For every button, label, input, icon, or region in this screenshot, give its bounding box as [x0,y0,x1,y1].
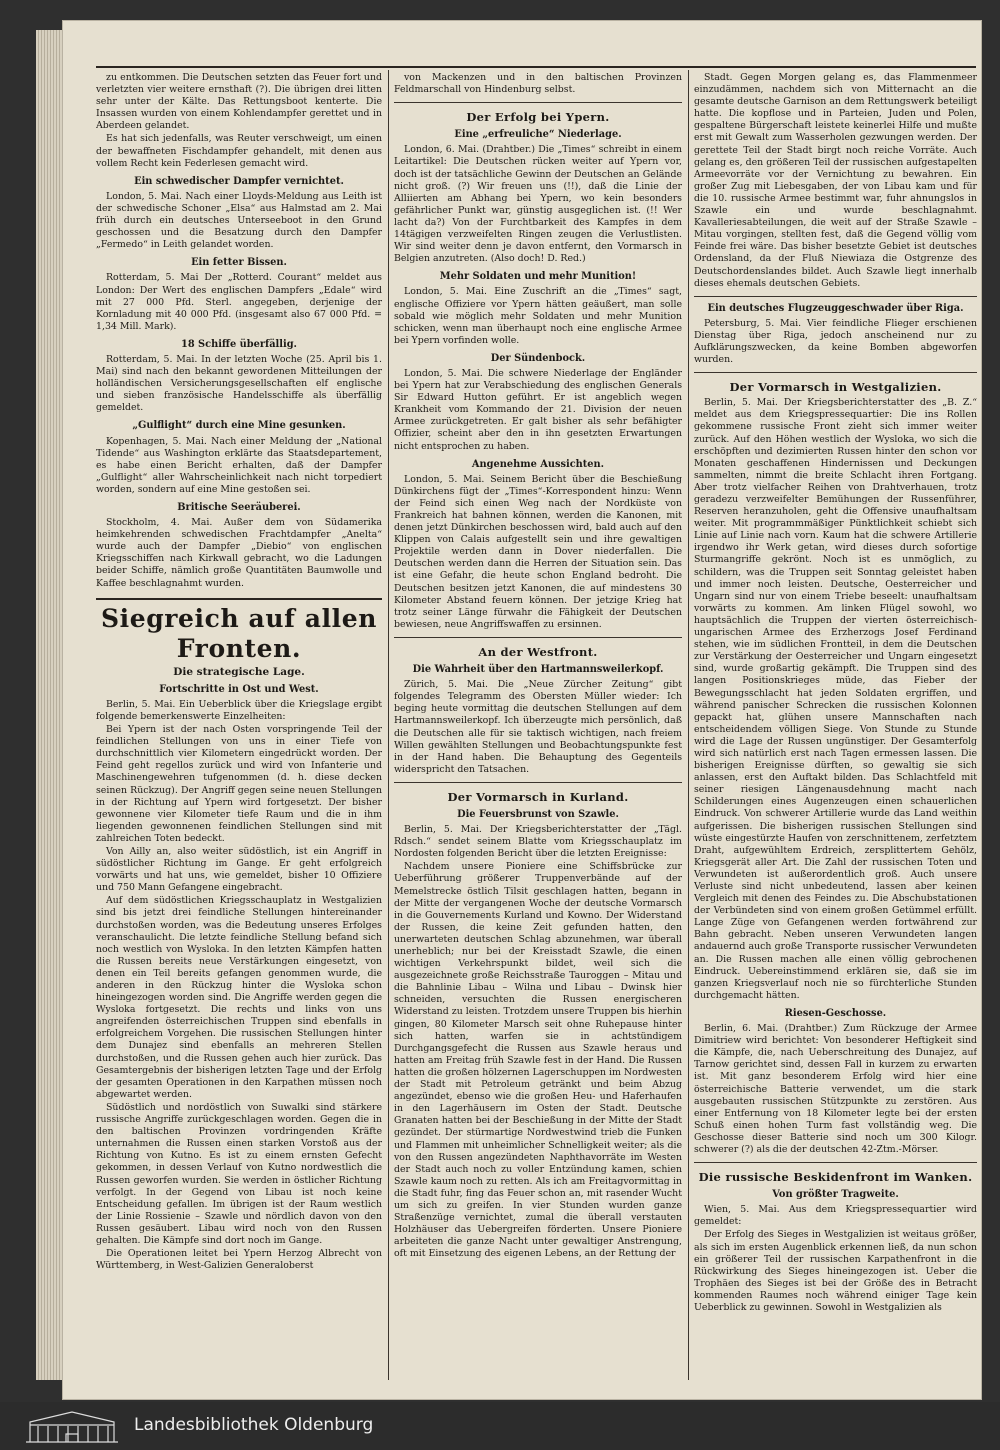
article-paragraph: Von Ailly an, also weiter südöstlich, ist ein Angriff in südöstlicher Richtung im Gange. Er geht erfolgreich vorwärts und hat uns, wie gemeldet, bisher 10 Offiziere und 750 Mann Gefangene eingebracht. [96,845,382,894]
main-headline: Siegreich auf allen Fronten. [100,603,378,663]
page-edge [36,30,64,1380]
article-heading: Ein deutsches Flugzeuggeschwader über Riga. [707,302,964,314]
section-rule [394,102,682,103]
column-rule [688,70,689,1380]
article-paragraph: Bei Ypern ist der nach Osten vorspringende Teil der feindlichen Stellungen von uns in einer Tiefe von durchschnittlich vier Kilometern eingedrückt worden. Der Feind geht regellos zurück und wird von Infanterie und Maschinengewehren tufgenommen (d. h. diese decken seinen Rückzug). Der Angriff gegen seine neuen Stellungen in der Richtung auf Ypern wird fortgesetzt. Der bisher gewonnene vier Kilometer tiefe Raum und die in ihm liegenden gewonnenen feindlichen Stellungen sind mit zahlreichen Toten bedeckt. [96,724,382,844]
article-paragraph: Auf dem südöstlichen Kriegsschauplatz in Westgalizien sind bis jetzt drei feindliche Stellungen hintereinander durchstoßen worden, was die Bedeutung unseres Erfolges veranschaulicht. Die letzte feindliche Stellung befand sich noch westlich von Wysloka. In den letzten Kämpfen hatten die Russen bereits neue Verstärkungen eingesetzt, von denen ein Teil bereits gefangen genommen wurde, die anderen in den Rückzug hinter die Wysloka schon hineingezogen worden sind. Die Angriffe werden gegen die Wysloka fortgesetzt. Die rechts und links von uns angreifenden österreichischen Truppen sind ebenfalls in erfolgreichem Vorgehen. Die russischen Stellungen hinter dem Dunajez sind ebenfalls an mehreren Stellen durchstoßen, und die Russen gehen auch hier zurück. Das Gesamtergebnis der bisherigen letzten Tage und der Erfolg der gesamten Operationen in den Karpathen müssen noch abgewartet werden. [96,895,382,1100]
article-paragraph: London, 5. Mai. Eine Zuschrift an die „Times“ sagt, englische Offiziere vor Ypern hätten geäußert, man solle sobald wie möglich mehr Soldaten und mehr Munition schicken, wenn man überhaupt noch eine englische Armee bei Ypern vorfinden wolle. [394,286,682,346]
article-heading: Fortschritte in Ost und West. [159,683,319,695]
article-paragraph: Berlin, 6. Mai. (Drahtber.) Zum Rückzuge der Armee Dimitriew wird berichtet: Von besonderer Heftigkeit sind die Kämpfe, die, nach Ueberschreitung des Dunajez, auf Tarnow gerichtet sind, dessen Fall in kurzem zu erwarten ist. Mit ganz besonderem Erfolg wird hier eine österreichische Batterie verwendet, um die stark ausgebauten russischen Stützpunkte zu zerstören. Aus einer Entfernung von 18 Kilometer legte bei der ersten Schuß einen hohen Turm fast vollständig weg. Die Geschosse dieser Batterie sind noch um 300 Kilogr. schwerer (?) als die der deutschen 42-Ztm.-Mörser. [694,1023,977,1155]
section-rule [694,372,977,373]
article-heading: Die Feuersbrunst von Szawle. [457,808,619,820]
article-heading: „Gulflight“ durch eine Mine gesunken. [132,420,346,432]
article-paragraph: von Mackenzen und in den baltischen Provinzen Feldmarschall von Hindenburg selbst. [394,72,682,96]
article-paragraph: London, 5. Mai. Die schwere Niederlage der Engländer bei Ypern hat zur Verabschiedung des englischen Generals Sir Edward Hutton geführt. Er ist angeblich wegen Krankheit vom Kommando der 21. Division der neuen Armee zurückgetreten. Er galt bisher als sehr befähigter Offizier, scheint aber den in ihn gesetzten Erwartungen nicht entsprochen zu haben. [394,367,682,452]
article-heading: Mehr Soldaten und mehr Munition! [439,271,637,283]
article-paragraph: Petersburg, 5. Mai. Vier feindliche Flieger erschienen Dienstag über Riga, jedoch anscheinend nur zu Aufklärungszwecken, da keine Bomben abgeworfen wurden. [694,317,977,366]
article-paragraph: Der Erfolg des Sieges in Westgalizien ist weitaus größer, als sich im ersten Augenblick erkennen ließ, da nun schon ein größerer Teil der russischen Karpathenfront in die Rückwirkung des Sieges hineingezogen ist. Ueber die Trophäen des Sieges ist bei der Größe des in Betracht kommenden Raumes noch während einiger Tage kein Ueberblick zu gewinnen. Sowohl in Westgalizien als [694,1229,977,1313]
article-paragraph: Rotterdam, 5. Mai Der „Rotterd. Courant“ meldet aus London: Der Wert des englischen Dampfers „Edale“ wird mit 27 000 Pfd. Sterl. angegeben, derjenige der Kornladung mit 40 000 Pfd. (insgesamt also 67 000 Pfd. = 1,34 Mill. Mark). [96,272,382,332]
article-heading: Der Vormarsch in Westgalizien. [729,380,942,395]
column-rule [388,70,389,1380]
article-paragraph: London, 5. Mai. Seinem Bericht über die Beschießung Dünkirchens fügt der „Times“-Korrespondent hinzu: Wenn der Feind sich einen Weg nach der Nordküste von Frankreich hat bahnen können, werden die Kanonen, mit denen jetzt Dünkirchen beschossen wird, bald auch auf den Klippen von Calais aufgestellt sein und ihre gewaltigen Projektile werden dann in Dover niederfallen. Die Deutschen werden dann die Herren der Situation sein. Das ist eine Gefahr, die heute schon England bedroht. Die Deutschen besitzen jetzt Kanonen, die auf mindestens 30 Kilometer Abstand feuern können. Der jetzige Krieg hat trotz seiner Länge fürwahr die Fähigkeit der Deutschen bewiesen, neue Angriffswaffen zu ersinnen. [394,473,682,630]
article-heading: Der Erfolg bei Ypern. [466,110,610,125]
article-heading: Die strategische Lage. [173,665,305,678]
section-rule [694,296,977,297]
article-paragraph: Kopenhagen, 5. Mai. Nach einer Meldung der „National Tidende“ aus Washington erklärte das Staatsdepartement, es habe einen Bericht erhalten, daß der Dampfer „Gulflight“ aller Wahrscheinlichkeit nach nicht torpediert worden, sondern auf eine Mine gestoßen sei. [96,435,382,495]
article-heading: Ein schwedischer Dampfer vernichtet. [134,175,344,187]
article-paragraph: Stockholm, 4. Mai. Außer dem von Südamerika heimkehrenden schwedischen Frachtdampfer „Anelta“ wurde auch der Dampfer „Diebio“ von englischen Kriegsschiffen nach Kirkwall gebracht, wo die Ladungen beider Schiffe, nämlich große Quantitäten Baumwolle und Kaffee beschlagnahmt wurden. [96,517,382,589]
article-paragraph: zu entkommen. Die Deutschen setzten das Feuer fort und verletzten vier weitere ernsthaft (?). Die übrigen drei litten sehr unter der Kälte. Das Rettungsboot kenterte. Die Insassen wurden von einem Kohlendampfer gerettet und in Aberdeen gelandet. [96,72,382,132]
article-paragraph: Stadt. Gegen Morgen gelang es, das Flammenmeer einzudämmen, nachdem sich von Mitternacht an die gesamte deutsche Garnison an dem Rettungswerk beteiligt hatte. Die kopflose und in Parteien, Juden und Polen, gespaltene Bürgerschaft leistete keinerlei Hilfe und mußte erst mit Gewalt zum Wasserholen gezwungen werden. Der gerettete Teil der Stadt birgt noch reiche Vorräte. Auch gelang es, den größeren Teil der russischen aufgestapelten Armeevorräte vor der Vernichtung zu bewahren. Ein großer Zug mit Liebesgaben, der von Libau kam und für die 10. russische Armee bestimmt war, fuhr ahnungslos in Szawle ein und wurde beschlagnahmt. Kavalleriesabteilungen, die weit auf der Straße Szawle – Mitau vorgingen, stellten fest, daß die Gegend völlig vom Feinde frei wäre. Das bisher besetzte Gebiet ist deutsches Ordensland, da der Fluß Niewiaza die Ostgrenze des Deutschordenslandes bildet. Auch Szawle liegt innerhalb dieses ehemals deutschen Gebiets. [694,72,977,289]
article-heading: Von größter Tragweite. [772,1189,899,1201]
article-heading: Eine „erfreuliche“ Niederlage. [454,129,622,141]
article-heading: Die russische Beskidenfront im Wanken. [698,1170,973,1185]
header-rule [96,66,976,68]
article-paragraph: Es hat sich jedenfalls, was Reuter verschweigt, um einen der bewaffneten Fischdampfer gehandelt, mit denen aus vollem Recht kein Federlesen gemacht wird. [96,133,382,169]
section-rule [96,598,382,600]
article-paragraph: Südöstlich und nordöstlich von Suwalki sind stärkere russische Angriffe zurückgeschlagen worden. Gegen die in den baltischen Provinzen vordringenden Kräfte unternahmen die Russen einen starken Vorstoß aus der Richtung von Kutno. Es ist zu einem ernsten Gefecht gekommen, in dessen Verlauf von Kutno nordwestlich die Russen geworfen wurden. Sie werden in östlicher Richtung verfolgt. In der Gegend von Libau ist noch keine Entscheidung gefallen. Im übrigen ist der Raum westlich der Linie Rossienie – Szawle und nördlich davon von den Russen gesäubert. Libau wird noch von den Russen gehalten. Die Kämpfe sind dort noch im Gange. [96,1101,382,1246]
article-heading: Angenehme Aussichten. [471,458,605,470]
library-building-icon [22,1408,122,1444]
column-right [694,72,977,1382]
article-heading: 18 Schiffe überfällig. [181,338,297,350]
article-heading: Britische Seeräuberei. [177,502,301,513]
article-paragraph: Rotterdam, 5. Mai. In der letzten Woche (25. April bis 1. Mai) sind nach den bekannt gewordenen Mitteilungen der holländischen Versicherungsgesellschaften elf englische und sieben französische Handelsschiffe als überfällig gemeldet. [96,353,382,414]
library-name[interactable]: Landesbibliothek Oldenburg [134,1415,374,1435]
article-heading: An der Westfront. [478,644,598,659]
article-paragraph: Nachdem unsere Pioniere eine Schiffsbrücke zur Ueberführung größerer Truppenverbände auf der Memelstrecke östlich Tilsit geschlagen hatten, begann in der Mitte der vergangenen Woche der deutsche Vormarsch in die Gouvernements Kurland und Kowno. Der Widerstand der Russen, die keine Zeit gefunden hatten, den unerwarteten deutschen Schlag abzunehmen, war überall unerheblich; nur bei der Kreisstadt Szawle, die einen wichtigen Verkehrspunkt bildet, weil sich die ausgezeichnete große Reichsstraße Tauroggen – Mitau und die Bahnlinie Libau – Wilna und Libau – Dwinsk hier schneiden, versuchten die Russen energischeren Widerstand zu leisten. Trotzdem unsere Truppen bis hierhin gingen, 80 Kilometer Marsch seit ohne Ruhepause hinter sich hatten, warfen sie in achtstündigem Durchgangsgefecht die Russen aus Szawle heraus und hatten am Freitag früh Szawle fest in der Hand. Die Russen hatten die großen hölzernen Lagerschuppen im Nordwesten der Stadt mit Petroleum getränkt und beim Abzug angezündet, ebenso wie die großen Heu- und Haferhaufen in den Lagerhäusern im Osten der Stadt. Deutsche Granaten hatten bei der Beschießung in der Mitte der Stadt gezündet. Der stürmartige Nordwestwind trieb die Funken und Flammen mit unheimlicher Schnelligkeit weiter; als die von den Russen angezündeten Naphthavorräte im Westen der Stadt auch noch zu voller Entzündung kamen, schien Szawle kaum noch zu retten. Als ich am Freitagvormittag in die Stadt fuhr, fing das Feuer schon an, mit rasender Wucht um sich zu greifen. In vier Stunden wurden ganze Straßenzüge vernichtet, zumal die überall verstauten Holzhäuser das Uebergreifen förderten. Unsere Pioniere arbeiteten die ganze Nacht unter gewaltiger Anstrengung, oft mit Einsetzung des eigenen Lebens, an der Rettung der [394,861,682,1260]
section-rule [394,782,682,783]
article-paragraph: Berlin, 5. Mai. Der Kriegsberichterstatter der „Tägl. Rdsch.“ sendet seinem Blatte vom Kriegsschauplatz im Nordosten folgenden Bericht über die letzten Ereignisse: [394,824,682,860]
article-heading: Riesen-Geschosse. [784,1007,887,1019]
article-paragraph: London, 6. Mai. (Drahtber.) Die „Times“ schreibt in einem Leitartikel: Die Deutschen rücken weiter auf Ypern vor, doch ist der tatsächliche Gewinn der Deutschen an Gelände nicht groß. (?) Wir freuen uns (!!), daß die Linie der Alliierten am Abhang bei Ypern, wo kein besonders gefährlicher Punkt war, günstig ausgeglichen ist. (!! Wer lacht da?) Von der Furchtbarkeit des Kampfes in dem 14tägigen verzweifelten Ringen zeugen die Verlustlisten. Wir sind weiter denn je davon entfernt, den Vormarsch in Belgien anzutreten. (Also doch! D. Red.) [394,144,682,265]
column-left [96,72,382,1382]
footer-bar [0,1402,1000,1450]
article-heading: Ein fetter Bissen. [191,257,287,269]
article-heading: Die Wahrheit über den Hartmannsweilerkopf. [412,664,664,676]
article-heading: Der Sündenbock. [490,352,586,364]
article-paragraph: Wien, 5. Mai. Aus dem Kriegspressequartier wird gemeldet: [694,1204,977,1228]
article-paragraph: Berlin, 5. Mai. Ein Ueberblick über die Kriegslage ergibt folgende bemerkenswerte Einzelheiten: [96,698,382,722]
column-middle [394,72,682,1382]
section-rule [394,637,682,638]
article-paragraph: London, 5. Mai. Nach einer Lloyds-Meldung aus Leith ist der schwedische Schoner „Elsa“ aus Halmstad am 2. Mai früh durch ein deutsches Unterseeboot in den Grund geschossen und die Besatzung durch den Dampfer „Fermedo“ in Leith gelandet worden. [96,190,382,251]
article-paragraph: Die Operationen leitet bei Ypern Herzog Albrecht von Württemberg, in West-Galizien Generaloberst [96,1248,382,1272]
section-rule [694,1162,977,1163]
article-paragraph: Zürich, 5. Mai. Die „Neue Zürcher Zeitung“ gibt folgendes Telegramm des Obersten Müller wieder: Ich beging heute vormittag die deutschen Stellungen auf dem Hartmannsweilerkopf. Ich überzeugte mich persönlich, daß die Deutschen alle für sie taktisch wichtigen, nach freiem Willen gewählten Stellungen und Beobachtungspunkte fest in der Hand haben. Die Behauptung des Gegenteils widerspricht den Tatsachen. [394,679,682,775]
article-paragraph: Berlin, 5. Mai. Der Kriegsberichterstatter des „B. Z.“ meldet aus dem Kriegspressequartier: Die ins Rollen gekommene russische Front zieht sich immer weiter zurück. Auf den Höhen westlich der Wysloka, wo sich die erschöpften und dezimierten Russen hinter den schon vor Monaten geschaffenen Hindernissen und Deckungen sammelten, nimmt die breite Schlacht ihren Fortgang. Aber trotz vielfacher Reihen von Drahtverhauen, trotz geradezu verzweifelter Bemühungen der Russenführer, Reserven heranzuholen, geht die Offensive unaufhaltsam weiter. Mit programmmäßiger Pünktlichkeit schiebt sich Linie auf Linie nach vorn. Kaum hat die schwere Artillerie irgendwo ihr Werk getan, wird dieses durch sofortige Sturmangriffe gekrönt. Noch ist es unmöglich, zu schildern, was die Truppen seit Sonntag geleistet haben und immer noch leisten. Deutsche, Oesterreicher und Ungarn sind nur von einem Triebe beseelt: unaufhaltsam vorwärts zu kommen. Am linken Flügel sowohl, wo hauptsächlich die Truppen der vierten österreichisch-ungarischen Armee des Erzherzogs Josef Ferdinand stehen, wie im südlichen Frontteil, in dem die Deutschen zur Verstärkung der Oesterreicher und Ungarn eingesetzt sind, wurde großartig gekämpft. Die Truppen sind des langen Positionskrieges müde, das Fieber der Bewegungsschlacht hat jeden Soldaten ergriffen, und während panischer Schrecken die russischen Kolonnen gepackt hat, glühen unsere Mannschaften nach entscheidendem völligen Siege. Von Stunde zu Stunde wird die Lage der Russen ungünstiger. Der Gesamterfolg wird sich natürlich erst nach Tagen ermessen lassen. Die bisherigen Ereignisse dürften, so gewaltig sie sich anlassen, erst den Auftakt bilden. Das Schlachtfeld mit seiner riesigen Längenausdehnung macht nach Schilderungen eines Augenzeugen einen schauerlichen Eindruck. Von schwerer Artillerie wurde das Land weithin aufgerissen. Die bisherigen russischen Stellungen sind wüste eingestürzte Haufen von zerschnittenem, zerfetztem Draht, aufgewühltem Erdreich, zersplittertem Gehölz, Kriegsgerät aller Art. Die Zahl der russischen Toten und Verwundeten ist außerordentlich groß. Auch unsere Verluste sind nicht unbedeutend, lassen aber keinen Vergleich mit denen des Feindes zu. Die Abschubstationen der Verbündeten sind von einem großen Getümmel erfüllt. Lange Züge von Gefangenen werden fortwährend zur Bahn gebracht. Neben unseren Verwundeten langen andauernd auch große Transporte russischer Verwundeten an. Die Russen machen alle einen völlig gebrochenen Eindruck. Uebereinstimmend erklären sie, daß sie im ganzen Kriegsverlauf noch nie so fürchterliche Stunden durchgemacht hätten. [694,397,977,1001]
article-heading: Der Vormarsch in Kurland. [447,789,629,804]
